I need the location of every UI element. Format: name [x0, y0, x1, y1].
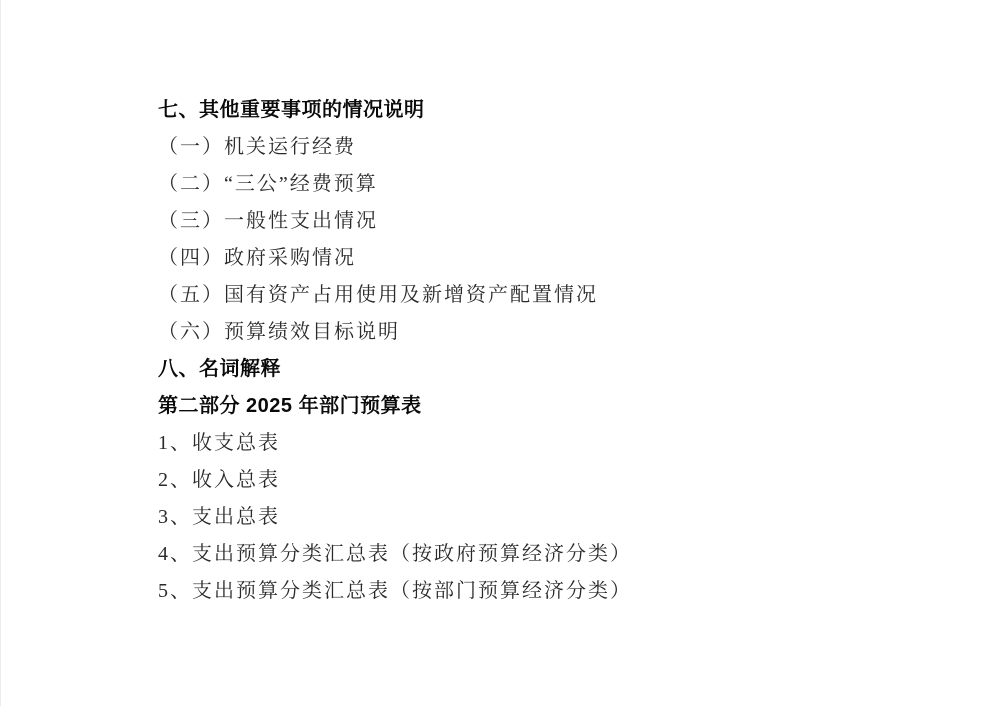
- budget-table-item-4: 4、支出预算分类汇总表（按政府预算经济分类）: [158, 543, 632, 565]
- subsection-item-3: （三）一般性支出情况: [158, 210, 378, 232]
- budget-table-item-1: 1、收支总表: [158, 432, 280, 454]
- section-heading-8: 八、名词解释: [158, 358, 281, 380]
- subsection-item-1: （一）机关运行经费: [158, 136, 356, 158]
- subsection-item-6: （六）预算绩效目标说明: [158, 321, 400, 343]
- subsection-item-2: （二）“三公”经费预算: [158, 173, 378, 195]
- budget-table-item-2: 2、收入总表: [158, 469, 280, 491]
- section-heading-7: 七、其他重要事项的情况说明: [158, 99, 425, 121]
- subsection-item-5: （五）国有资产占用使用及新增资产配置情况: [158, 284, 598, 306]
- document-text-block: [158, 92, 632, 610]
- budget-table-item-5: 5、支出预算分类汇总表（按部门预算经济分类）: [158, 580, 632, 602]
- part2-heading: 第二部分 2025 年部门预算表: [158, 395, 422, 417]
- budget-table-item-3: 3、支出总表: [158, 506, 280, 528]
- subsection-item-4: （四）政府采购情况: [158, 247, 356, 269]
